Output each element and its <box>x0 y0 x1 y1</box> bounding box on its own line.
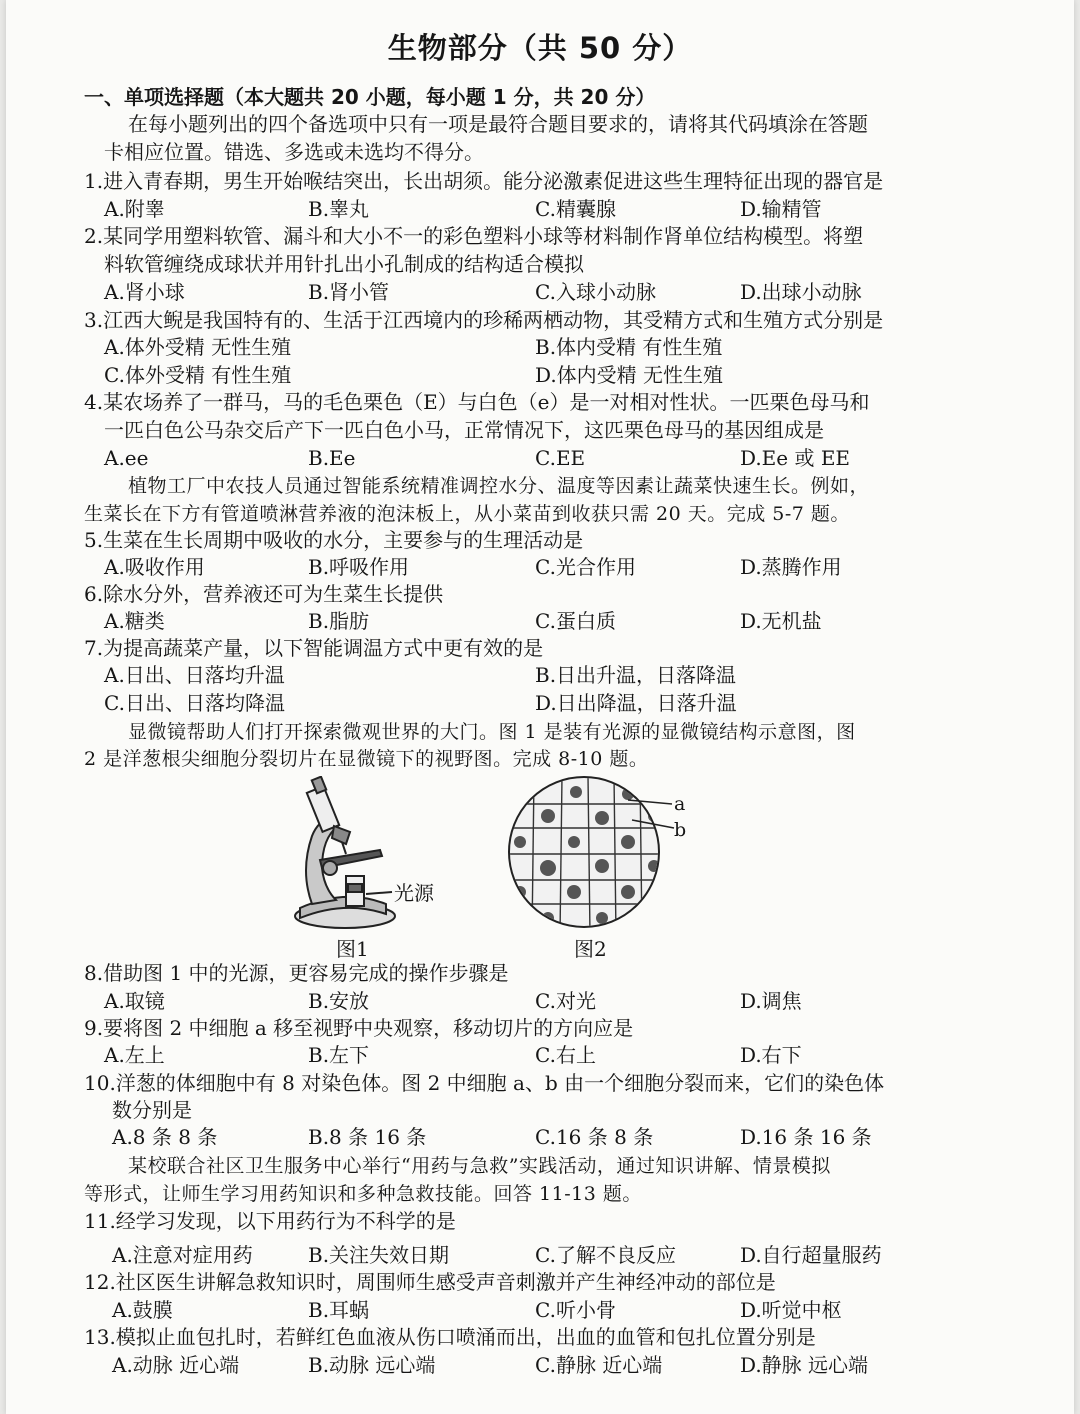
option-d: D.输精管 <box>740 197 822 221</box>
option-a: A.鼓膜 <box>112 1298 173 1322</box>
figure-2-caption: 图2 <box>574 937 607 961</box>
option-a: A.糖类 <box>104 609 165 633</box>
option-b: B.安放 <box>308 989 370 1013</box>
option-d: D.Ee 或 EE <box>740 446 851 470</box>
figure-2-label-b: b <box>674 819 687 841</box>
question-stem: 10.洋葱的体细胞中有 8 对染色体。图 2 中细胞 a、b 由一个细胞分裂而来，它们的染色体 <box>84 1071 885 1095</box>
option-c: C.光合作用 <box>535 555 636 579</box>
question-stem: 7.为提高蔬菜产量，以下智能调温方式中更有效的是 <box>84 636 544 660</box>
option-d: D.体内受精 无性生殖 <box>535 363 724 387</box>
option-a: A.肾小球 <box>104 280 185 304</box>
option-a: A.体外受精 无性生殖 <box>104 335 292 359</box>
question-stem: 3.江西大鲵是我国特有的、生活于江西境内的珍稀两栖动物，其受精方式和生殖方式分别是 <box>84 308 884 332</box>
option-c: C.了解不良反应 <box>535 1243 676 1267</box>
option-a: A.吸收作用 <box>104 555 205 579</box>
passage-text: 2 是洋葱根尖细胞分裂切片在显微镜下的视野图。完成 8-10 题。 <box>84 748 649 770</box>
option-a: A.动脉 近心端 <box>112 1353 240 1377</box>
option-b: B.日出升温，日落降温 <box>535 663 737 687</box>
option-c: C.日出、日落均降温 <box>104 691 285 715</box>
option-d: D.无机盐 <box>740 609 822 633</box>
option-c: C.16 条 8 条 <box>535 1125 654 1149</box>
option-a: A.取镜 <box>104 989 165 1013</box>
option-a: A.注意对症用药 <box>112 1243 253 1267</box>
option-a: A.日出、日落均升温 <box>104 663 285 687</box>
option-c: C.EE <box>535 446 586 470</box>
option-b: B.脂肪 <box>308 609 370 633</box>
option-a: A.ee <box>104 446 149 470</box>
figure-1-light-label: 光源 <box>394 881 434 905</box>
option-b: B.睾丸 <box>308 197 370 221</box>
question-stem: 13.模拟止血包扎时，若鲜红色血液从伤口喷涌而出，出血的血管和包扎位置分别是 <box>84 1325 816 1349</box>
option-d: D.出球小动脉 <box>740 280 862 304</box>
question-stem: 4.某农场养了一群马，马的毛色栗色（E）与白色（e）是一对相对性状。一匹栗色母马和 <box>84 390 870 414</box>
passage-text: 生菜长在下方有管道喷淋营养液的泡沫板上，从小菜苗到收获只需 20 天。完成 5-7 题。 <box>84 503 850 525</box>
option-a: A.附睾 <box>104 197 165 221</box>
question-stem: 11.经学习发现，以下用药行为不科学的是 <box>84 1209 456 1233</box>
question-stem: 一匹白色公马杂交后产下一匹白色小马，正常情况下，这匹栗色母马的基因组成是 <box>104 418 824 442</box>
option-d: D.日出降温，日落升温 <box>535 691 737 715</box>
figure-1-caption: 图1 <box>336 937 369 961</box>
page-title: 生物部分（共 50 分） <box>387 31 693 65</box>
option-b: B.Ee <box>308 446 356 470</box>
option-d: D.16 条 16 条 <box>740 1125 872 1149</box>
option-b: B.耳蜗 <box>308 1298 370 1322</box>
section-heading: 一、单项选择题（本大题共 20 小题，每小题 1 分，共 20 分） <box>84 85 656 109</box>
option-b: B.肾小管 <box>308 280 390 304</box>
option-b: B.呼吸作用 <box>308 555 410 579</box>
question-stem: 12.社区医生讲解急救知识时，周围师生感受声音刺激并产生神经冲动的部位是 <box>84 1270 776 1294</box>
question-stem: 2.某同学用塑料软管、漏斗和大小不一的彩色塑料小球等材料制作肾单位结构模型。将塑 <box>84 224 864 248</box>
question-stem: 1.进入青春期，男生开始喉结突出，长出胡须。能分泌激素促进这些生理特征出现的器官是 <box>84 169 884 193</box>
option-c: C.精囊腺 <box>535 197 616 221</box>
section-instruction: 在每小题列出的四个备选项中只有一项是最符合题目要求的，请将其代码填涂在答题 <box>128 112 868 136</box>
option-d: D.蒸腾作用 <box>740 555 842 579</box>
question-stem: 6.除水分外，营养液还可为生菜生长提供 <box>84 582 444 606</box>
option-a: A.8 条 8 条 <box>112 1125 218 1149</box>
question-stem: 数分别是 <box>112 1098 192 1122</box>
figure-2-label-a: a <box>674 793 686 815</box>
option-c: C.右上 <box>535 1043 596 1067</box>
option-d: D.调焦 <box>740 989 802 1013</box>
option-d: D.静脉 远心端 <box>740 1353 869 1377</box>
figure-1-microscope <box>290 776 460 961</box>
option-c: C.对光 <box>535 989 596 1013</box>
passage-text: 等形式，让师生学习用药知识和多种急救技能。回答 11-13 题。 <box>84 1183 642 1205</box>
question-stem: 5.生菜在生长周期中吸收的水分，主要参与的生理活动是 <box>84 528 584 552</box>
option-b: B.体内受精 有性生殖 <box>535 335 723 359</box>
option-c: C.体外受精 有性生殖 <box>104 363 292 387</box>
question-stem: 料软管缠绕成球状并用针扎出小孔制成的结构适合模拟 <box>104 252 584 276</box>
option-b: B.关注失效日期 <box>308 1243 450 1267</box>
option-c: C.入球小动脉 <box>535 280 656 304</box>
passage-text: 显微镜帮助人们打开探索微观世界的大门。图 1 是装有光源的显微镜结构示意图，图 <box>128 721 856 743</box>
figure-2-cell-view <box>504 776 694 966</box>
option-b: B.左下 <box>308 1043 370 1067</box>
passage-text: 某校联合社区卫生服务中心举行“用药与急救”实践活动，通过知识讲解、情景模拟 <box>128 1155 831 1177</box>
option-d: D.右下 <box>740 1043 802 1067</box>
passage-text: 植物工厂中农技人员通过智能系统精准调控水分、温度等因素让蔬菜快速生长。例如， <box>128 475 870 497</box>
option-b: B.8 条 16 条 <box>308 1125 427 1149</box>
option-c: C.蛋白质 <box>535 609 616 633</box>
option-c: C.听小骨 <box>535 1298 616 1322</box>
question-stem: 8.借助图 1 中的光源，更容易完成的操作步骤是 <box>84 961 509 985</box>
option-a: A.左上 <box>104 1043 165 1067</box>
option-d: D.自行超量服药 <box>740 1243 882 1267</box>
option-d: D.听觉中枢 <box>740 1298 842 1322</box>
question-stem: 9.要将图 2 中细胞 a 移至视野中央观察，移动切片的方向应是 <box>84 1016 634 1040</box>
section-instruction: 卡相应位置。错选、多选或未选均不得分。 <box>104 140 484 164</box>
option-c: C.静脉 近心端 <box>535 1353 663 1377</box>
option-b: B.动脉 远心端 <box>308 1353 436 1377</box>
